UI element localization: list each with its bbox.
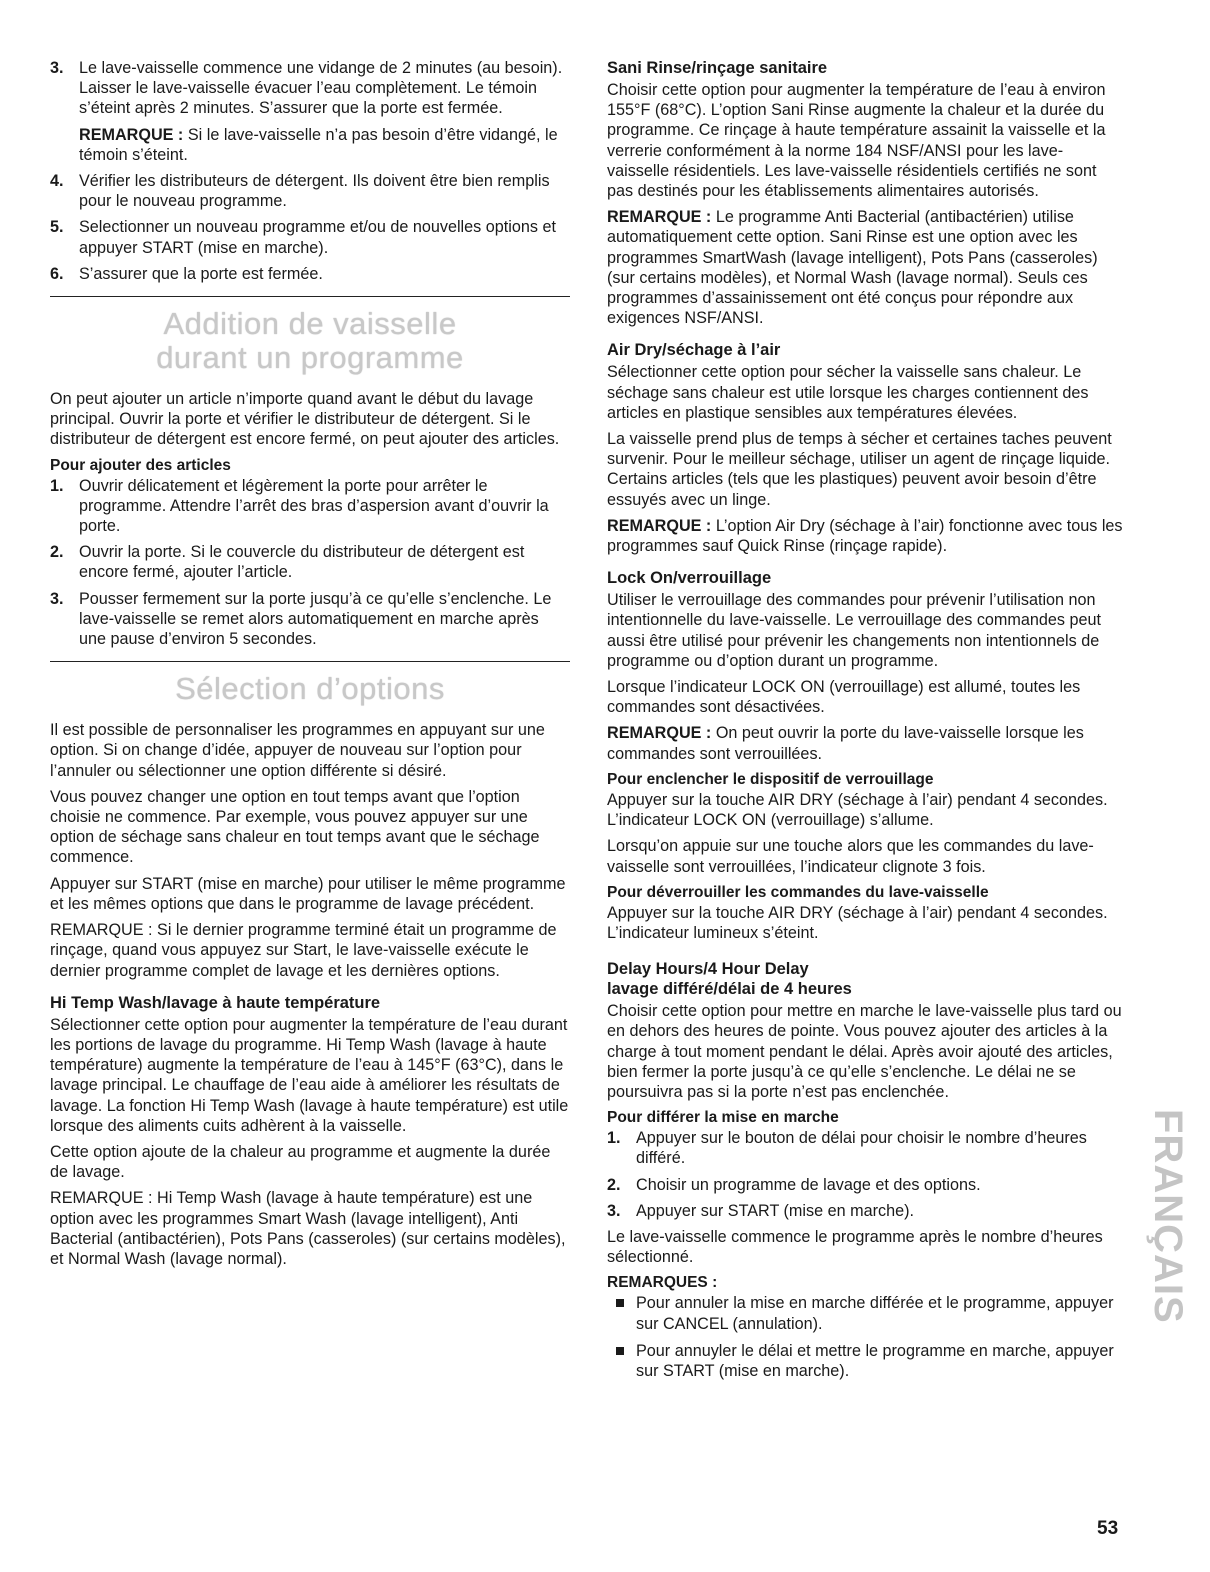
step-text: Ouvrir délicatement et légèrement la porte pour arrêter le programme. Attendre l’arrêt des bras d’aspersion avant d’ouvrir la porte. [79, 476, 549, 536]
section-divider [50, 296, 570, 297]
hitemp-paragraph-1: Sélectionner cette option pour augmenter la température de l’eau durant les portions de lavage du programme. Hi Temp Wash (lavage à haute température) augmente la température de l’eau à 145°F (63°C), dans le lavage principal. Le chauffage de l’eau aide à améliorer les résultats de lavage. La fonction Hi Temp Wash (lavage à haute température) est utile lorsque des aliments cuits adhèrent à la vaisselle. [50, 1015, 569, 1135]
right-column [607, 58, 1125, 1388]
note-text: On peut ouvrir la porte du lave-vaisselle lorsque les commandes sont verrouillées. [607, 724, 1084, 763]
lock-paragraph-2: Lorsque l’indicateur LOCK ON (verrouillage) est allumé, toutes les commandes sont désactivées. [607, 678, 1081, 717]
hitemp-heading: Hi Temp Wash/lavage à haute température [50, 993, 381, 1012]
sani-note [607, 207, 1125, 328]
bullet-text: Pour annuyler le délai et mettre le programme en marche, appuyer sur START (mise en marche). [636, 1341, 1114, 1380]
note-text: L’option Air Dry (séchage à l’air) fonctionne avec tous les programmes sauf Quick Rinse (rinçage rapide). [607, 516, 1123, 556]
delay-subheading: Pour différer la mise en marche [607, 1109, 839, 1127]
list-item [50, 542, 570, 582]
title-line-1: Sélection d’options [175, 671, 445, 707]
title-line-2: durant un programme [156, 340, 464, 376]
sani-paragraph-1: Choisir cette option pour augmenter la température de l’eau à environ 155°F (68°C). L’option Sani Rinse augmente la chaleur et la durée du programme. Ce rinçage à haute température assainit la vaisselle et la verrerie conformément à la norme 184 NSF/ANSI pour les lave-vaisselle résidentiels. Les lave-vaisselle résidentiels certifiés ne sont pas destinés pour les établissements alimentaires autorisés. [607, 81, 1106, 201]
list-item [50, 217, 570, 257]
list-item [50, 58, 570, 119]
step-text: Ouvrir la porte. Si le couvercle du distributeur de détergent est encore fermé, ajouter l’article. [79, 543, 525, 582]
step-number: 2. [50, 543, 64, 562]
step-text: Le lave-vaisselle commence une vidange de 2 minutes (au besoin). Laisser le lave-vaisselle évacuer l’eau complètement. Le témoin s’éteint après 2 minutes. S’assurer que la porte est fermée. [79, 59, 563, 118]
options-paragraph-1: Il est possible de personnaliser les programmes en appuyant sur une option. Si on change d’idée, appuyer de nouveau sur l’option pour l’annuler ou sélectionner une option différente si désiré. [50, 721, 545, 780]
step-number: 4. [50, 172, 64, 191]
drain-steps-list [50, 58, 570, 119]
air-note [607, 516, 1125, 556]
step-text: Pousser fermement sur la porte jusqu’à ce qu’elle s’enclenche. Le lave-vaisselle se remet alors automatiquement en marche après une pause d’environ 5 secondes. [79, 589, 552, 649]
lock-sub1-paragraph-1: Appuyer sur la touche AIR DRY (séchage à l’air) pendant 4 secondes. L’indicateur LOCK ON (verrouillage) s’allume. [607, 790, 1108, 830]
step-number: 3. [50, 589, 64, 608]
list-item [607, 1201, 1125, 1221]
note-label: REMARQUE : [607, 516, 712, 535]
step-text: Appuyer sur le bouton de délai pour choisir le nombre d’heures différé. [636, 1129, 1087, 1168]
list-item [50, 476, 570, 537]
list-item [50, 264, 570, 284]
step-number: 5. [50, 218, 64, 237]
note-text: Si le dernier programme terminé était un programme de rinçage, quand vous appuyez sur Start, le lave-vaisselle exécute le dernier programme complet de lavage et les dernières options. [50, 921, 557, 980]
drain-steps-list-2 [50, 171, 570, 284]
delay-paragraph-2: Le lave-vaisselle commence le programme après le nombre d’heures sélectionné. [607, 1227, 1103, 1267]
step-number: 1. [50, 476, 64, 495]
delay-heading-2: lavage différé/délai de 4 heures [607, 980, 852, 999]
step-text: Choisir un programme de lavage et des options. [636, 1175, 981, 1194]
air-paragraph-1: Sélectionner cette option pour sécher la vaisselle sans chaleur. Le séchage sans chaleur est utile lorsque les charges contiennent des articles en plastique sensibles aux températures élevées. [607, 363, 1089, 422]
lock-paragraph-1: Utiliser le verrouillage des commandes pour prévenir l’utilisation non intentionnelle du lave-vaisselle. Le verrouillage des commandes peut aussi être utilisé pour prévenir les changements non intentionnels de programme ou d’option durant un programme. [607, 591, 1102, 670]
hitemp-paragraph-2: Cette option ajoute de la chaleur au programme et augmente la durée de lavage. [50, 1142, 551, 1182]
step-text: Vérifier les distributeurs de détergent. Ils doivent être bien remplis pour le nouveau programme. [79, 172, 550, 211]
list-item [607, 1293, 1125, 1333]
add-intro: On peut ajouter un article n’importe quand avant le début du lavage principal. Ouvrir la porte et vérifier le distributeur de détergent. Si le distributeur de détergent est encore fermé, on peut ajouter des articles. [50, 390, 560, 449]
sani-heading: Sani Rinse/rinçage sanitaire [607, 59, 828, 77]
bullet-text: Pour annuler la mise en marche différée et le programme, appuyer sur CANCEL (annulation). [636, 1294, 1114, 1333]
options-title [50, 672, 570, 706]
lock-subheading-2: Pour déverrouiller les commandes du lave-vaisselle [607, 883, 989, 901]
step-text: S’assurer que la porte est fermée. [79, 264, 323, 283]
note-label: REMARQUE : [50, 1189, 153, 1208]
add-dishes-title [50, 307, 570, 375]
list-item [607, 1128, 1125, 1168]
note-label: REMARQUE : [607, 724, 712, 743]
note-text: Hi Temp Wash (lavage à haute température) est une option avec les programmes Smart Wash (lavage intelligent), Anti Bacterial (antibactérien), Pots Pans (casseroles) (sur certains modèles), et Normal Wash (lavage normal). [50, 1189, 566, 1268]
note-label: REMARQUE : [79, 125, 184, 144]
lock-heading: Lock On/verrouillage [607, 569, 772, 588]
lock-note [607, 723, 1125, 763]
add-heading: Pour ajouter des articles [50, 456, 231, 474]
step-number: 1. [607, 1129, 621, 1148]
list-item [50, 171, 570, 211]
delay-notes-list [607, 1293, 1125, 1381]
step-number: 2. [607, 1175, 621, 1194]
lock-subheading-1: Pour enclencher le dispositif de verrouillage [607, 770, 934, 788]
list-item [50, 589, 570, 650]
delay-heading-1: Delay Hours/4 Hour Delay [607, 960, 809, 979]
note-text: Le programme Anti Bacterial (antibactérien) utilise automatiquement cette option. Sani Rinse est une option avec les programmes SmartWash (lavage intelligent), Pots Pans (casseroles) (sur certains modèles), et Normal Wash (lavage normal). Seuls ces programmes d’assainissement ont été conçus pour répondre aux exigences NSF/ANSI. [607, 208, 1098, 328]
delay-steps-list [607, 1128, 1125, 1221]
left-column [50, 58, 570, 1275]
options-note [50, 920, 570, 981]
delay-notes-label: REMARQUES : [607, 1274, 718, 1292]
language-side-tab: FRANÇAIS [1146, 1108, 1190, 1324]
options-paragraph-2: Vous pouvez changer une option en tout temps avant que l’option choisie ne commence. Par exemple, vous pouvez appuyer sur une option de séchage sans chaleur en tout temps avant que le séchage commence. [50, 787, 540, 867]
step-text: Appuyer sur START (mise en marche). [636, 1201, 914, 1220]
page-number: 53 [1097, 1518, 1119, 1539]
bullet-square-icon [616, 1347, 624, 1355]
delay-paragraph-1: Choisir cette option pour mettre en marche le lave-vaisselle plus tard ou en dehors des heures de pointe. Vous pouvez ajouter des articles à la charge à tout moment pendant le délai. Après avoir ajouté des articles, bien fermer la porte jusqu’à ce qu’elle s’enclenche. Le délai ne se poursuivra pas si la porte n’est pas enclenchée. [607, 1002, 1122, 1101]
lock-sub1-paragraph-2: Lorsqu’on appuie sur une touche alors que les commandes du lave-vaisselle sont verrouillées, l’indicateur clignote 3 fois. [607, 837, 1094, 876]
list-item [607, 1175, 1125, 1195]
title-line-1: Addition de vaisselle [163, 306, 457, 342]
add-steps-list [50, 476, 570, 650]
bullet-square-icon [616, 1299, 624, 1307]
step-number: 6. [50, 264, 64, 283]
air-paragraph-2: La vaisselle prend plus de temps à sécher et certaines taches peuvent survenir. Pour le meilleur séchage, utiliser un agent de rinçage liquide. Certains articles (tels que les plastiques) peuvent avoir besoin d’être essuyés avec un linge. [607, 430, 1112, 509]
step-number: 3. [50, 59, 64, 77]
step-text: Selectionner un nouveau programme et/ou de nouvelles options et appuyer START (mise en marche). [79, 218, 556, 257]
note-label: REMARQUE : [50, 921, 153, 940]
hitemp-note [50, 1188, 570, 1269]
list-item [607, 1341, 1125, 1381]
lock-sub2-paragraph-1: Appuyer sur la touche AIR DRY (séchage à l’air) pendant 4 secondes. L’indicateur lumineux s’éteint. [607, 903, 1108, 942]
section-divider [50, 661, 570, 662]
step-number: 3. [607, 1201, 621, 1220]
note-text: Si le lave-vaisselle n’a pas besoin d’être vidangé, le témoin s’éteint. [79, 125, 558, 164]
note-label: REMARQUE : [607, 208, 712, 227]
air-heading: Air Dry/séchage à l’air [607, 341, 781, 360]
drain-note [50, 125, 570, 165]
options-paragraph-3: Appuyer sur START (mise en marche) pour utiliser le même programme et les mêmes options que dans le programme de lavage précédent. [50, 874, 566, 913]
